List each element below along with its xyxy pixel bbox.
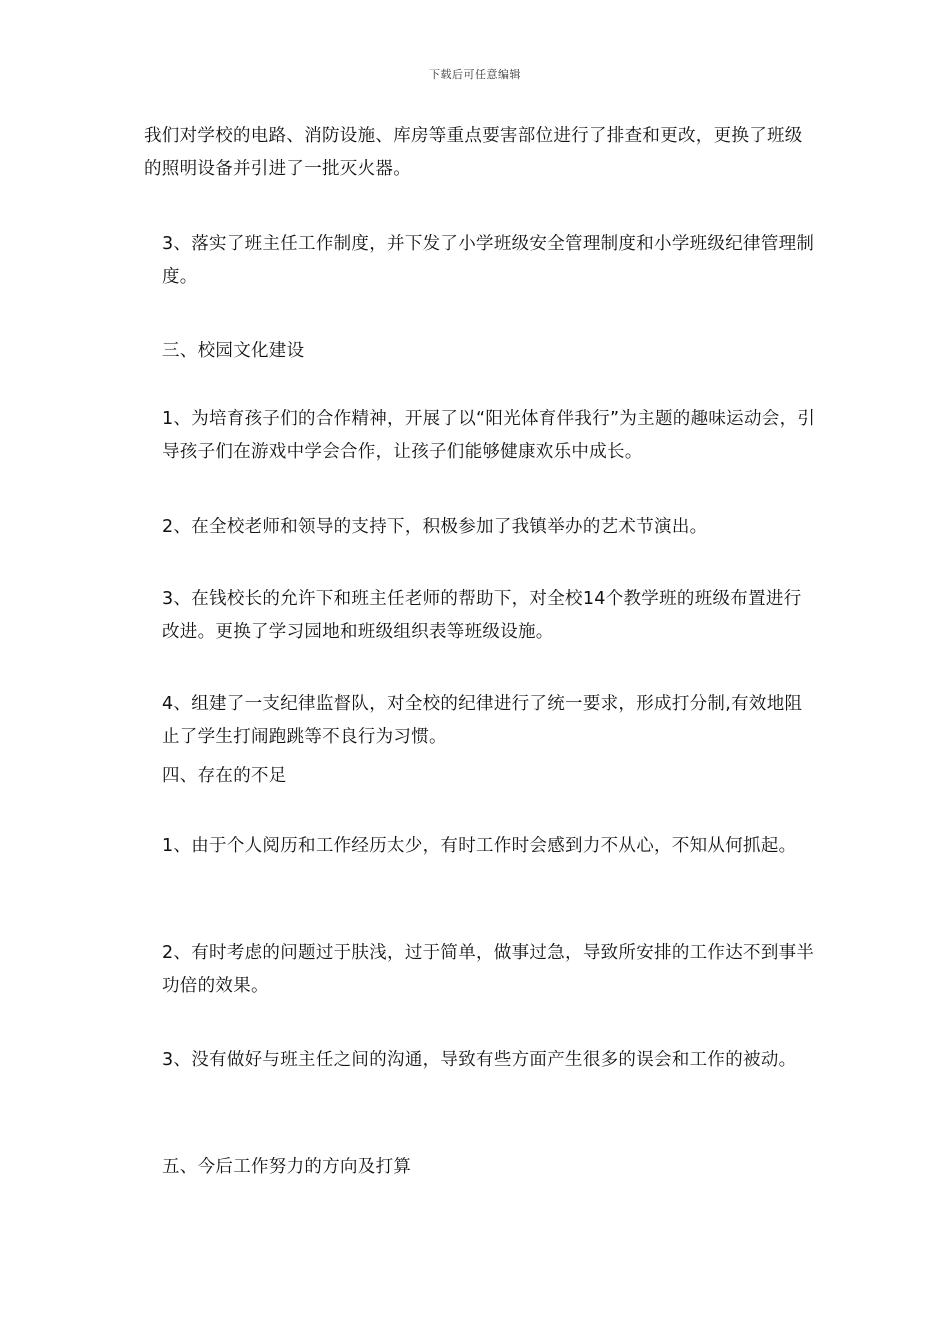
- paragraph-class-layout: 3、在钱校长的允许下和班主任老师的帮助下，对全校14个教学班的班级布置进行改进。更换了学习园地和班级组织表等班级设施。: [162, 589, 802, 642]
- section-heading-campus-culture: 三、校园文化建设: [162, 341, 305, 361]
- paragraph-class-teacher-system: 3、落实了班主任工作制度，并下发了小学班级安全管理制度和小学班级纪律管理制度。: [162, 234, 815, 287]
- paragraph-arts-festival: 2、在全校老师和领导的支持下，积极参加了我镇举办的艺术节演出。: [162, 517, 708, 537]
- paragraph-shortcoming-experience: 1、由于个人阅历和工作经历太少，有时工作时会感到力不从心，不知从何抓起。: [162, 836, 797, 856]
- paragraph-discipline-team: 4、组建了一支纪律监督队，对全校的纪律进行了统一要求，形成打分制,有效地阻止了学生打闹跑跳等不良行为习惯。: [162, 694, 803, 747]
- paragraph-sports-meet: 1、为培育孩子们的合作精神，开展了以“阳光体育伴我行”为主题的趣味运动会，引导孩子们在游戏中学会合作，让孩子们能够健康欢乐中成长。: [162, 409, 816, 462]
- section-heading-shortcomings: 四、存在的不足: [162, 766, 287, 786]
- page-header: 下载后可任意编辑: [429, 68, 521, 81]
- section-heading-future-direction: 五、今后工作努力的方向及打算: [162, 1157, 412, 1177]
- paragraph-shortcoming-communication: 3、没有做好与班主任之间的沟通，导致有些方面产生很多的误会和工作的被动。: [162, 1050, 797, 1070]
- paragraph-facility-inspection: 我们对学校的电路、消防设施、库房等重点要害部位进行了排查和更改，更换了班级的照明设备并引进了一批灭火器。: [144, 126, 803, 179]
- paragraph-shortcoming-shallow: 2、有时考虑的问题过于肤浅，过于简单，做事过急，导致所安排的工作达不到事半功倍的效果。: [162, 943, 815, 996]
